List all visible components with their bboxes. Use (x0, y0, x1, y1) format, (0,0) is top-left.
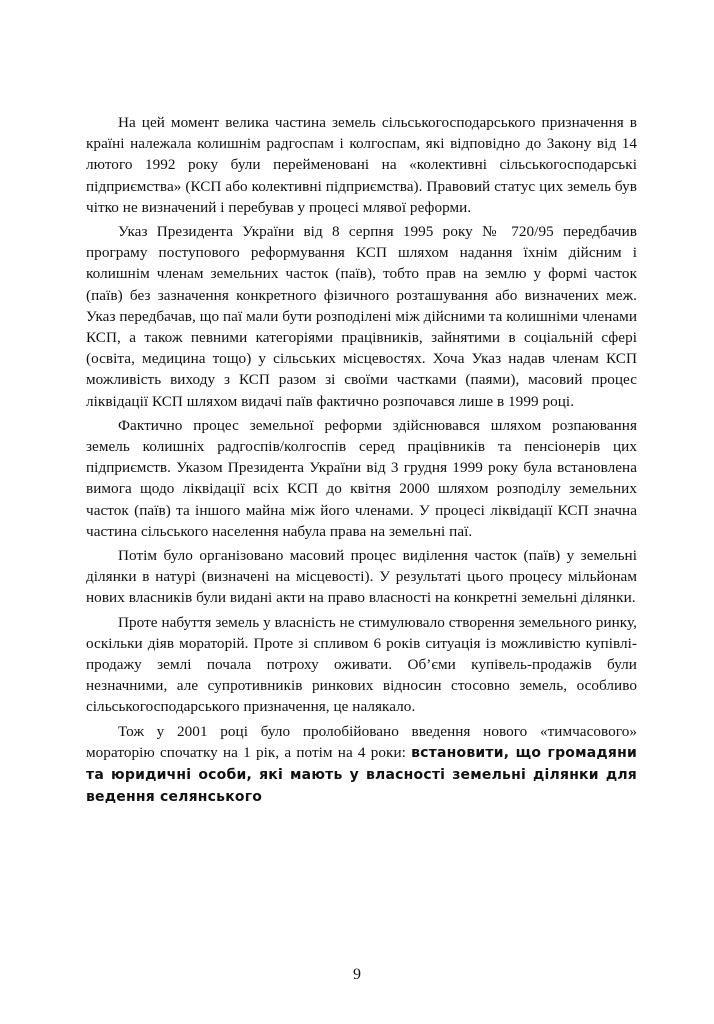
paragraph-6-text: Тож у 2001 році було пролобійовано введення нового «тимчасового» мораторію спочатку на 1 рік, а потім на 4 роки: (86, 722, 637, 761)
document-body (86, 112, 637, 812)
paragraph-5: Проте набуття земель у власність не стимулювало створення земельного ринку, оскільки діяв мораторій. Проте зі спливом 6 років ситуація із можливістю купівлі-продажу землі почала потроху оживати. Об’єми купівель-продажів були незначними, але супротивників ринкових відносин стосовно земель, особливо сільськогосподарського призначення, це налякало. (86, 613, 637, 716)
paragraph-2: Указ Президента України від 8 серпня 1995 року № 720/95 передбачив програму поступового реформування КСП шляхом надання їхнім дійсним і колишнім членам земельних часток (паїв), тобто прав на землю у формі часток (паїв) без зазначення конкретного фізичного розташування або визначених меж. Указ передбачав, що паї мали бути розподілені між дійсними та колишніми членами КСП, а також певними категоріями працівників, зайнятими в соціальній сфері (освіта, медицина тощо) у сільських місцевостях. Хоча Указ надав членам КСП можливість виходу з КСП разом зі своїми частками (паями), масовий процес ліквідації КСП шляхом видачі паїв фактично розпочався лише в 1999 році. (86, 223, 637, 410)
paragraph-4: Потім було організовано масовий процес виділення часток (паїв) у земельні ділянки в натурі (визначені на місцевості). У результаті цього процесу мільйонам нових власників були видані акти на право власності на конкретні земельні ділянки. (86, 547, 637, 607)
page-number: 9 (353, 966, 361, 983)
paragraph-3: Фактично процес земельної реформи здійснювався шляхом розпаювання земель колишніх радгоспів/колгоспів серед працівників та пенсіонерів цих підприємств. Указом Президента України від 3 грудня 1999 року була встановлена вимога щодо ліквідації всіх КСП до квітня 2000 шляхом розподілу земельних часток (паїв) та іншого майна між його членами. У процесі ліквідації КСП значна частина сільського населення набула права на земельні паї. (86, 416, 637, 540)
paragraph-6-bold-text: встановити, що громадяни та юридичні особи, які мають у власності земельні ділянки для ведення селянського (86, 744, 637, 806)
paragraph-1: На цей момент велика частина земель сільськогосподарського призначення в країні належала колишнім радгоспам і колгоспам, які відповідно до Закону від 14 лютого 1992 року були перейменовані на «колективні сільськогосподарські підприємства» (КСП або колективні підприємства). Правовий статус цих земель був чітко не визначений і перебував у процесі млявої реформи. (86, 114, 637, 216)
paragraph-6 (86, 721, 637, 809)
